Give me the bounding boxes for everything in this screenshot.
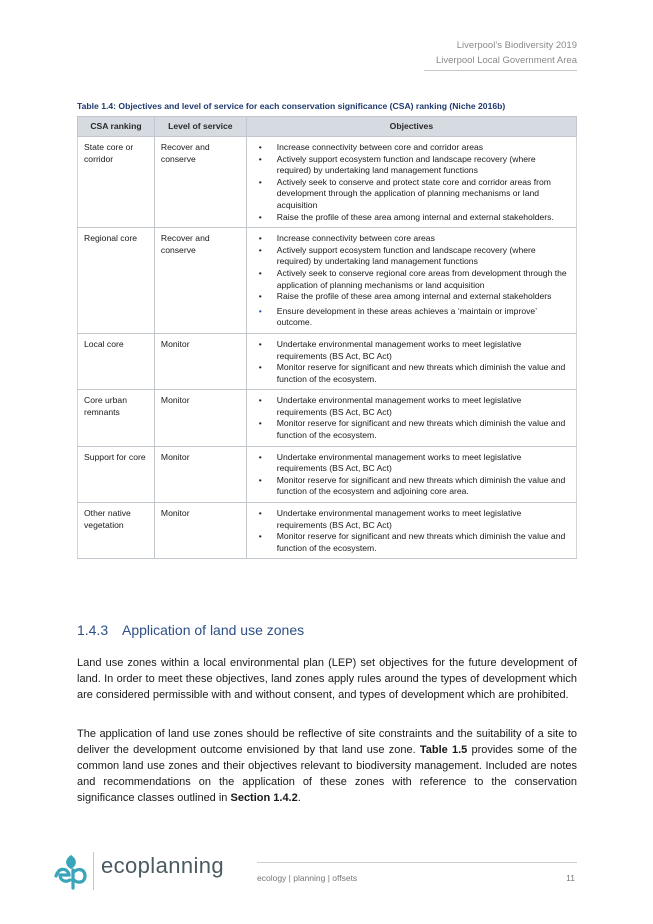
objective-item: • Undertake environmental management works to meet legislative requirements (BS Act, BC Act) (259, 339, 571, 362)
objectives-list (253, 395, 571, 441)
body-paragraph-1: Land use zones within a local environmental plan (LEP) set objectives for the future development of land. In order to meet these objectives, land zones apply rules around the types of development which are considered permissible with and without consent, and types of development which are prohibited. (77, 657, 577, 701)
footer-brand: ecoplanning (101, 853, 225, 878)
level-of-service-cell: Monitor (154, 333, 246, 389)
table-row (78, 503, 577, 559)
header-subtitle: Liverpool Local Government Area (436, 55, 577, 66)
section-number: 1.4.3 (77, 622, 109, 638)
objective-item: • Raise the profile of these area among internal and external stakeholders. (259, 212, 571, 224)
level-of-service-cell: Recover and conserve (154, 137, 246, 228)
header-title: Liverpool’s Biodiversity 2019 (456, 40, 577, 51)
paragraph-text: . (297, 792, 301, 804)
objective-item: • Raise the profile of these area among internal and external stakeholders (259, 291, 571, 303)
objectives-table (77, 116, 577, 559)
objective-item: • Actively support ecosystem function and landscape recovery (where required) by undertaking land management functions (259, 154, 571, 177)
csa-ranking-cell: Core urban remnants (78, 390, 155, 446)
objectives-list (253, 339, 571, 385)
csa-ranking-cell: Regional core (78, 228, 155, 334)
objective-item: • Undertake environmental management works to meet legislative requirements (BS Act, BC Act) (259, 452, 571, 475)
level-of-service-cell: Monitor (154, 390, 246, 446)
objectives-cell (246, 390, 576, 446)
header-rule (424, 70, 577, 71)
objective-item: • Monitor reserve for significant and new threats which diminish the value and function of the ecosystem and adjoining core area. (259, 475, 571, 498)
objectives-cell (246, 503, 576, 559)
objective-item: • Actively seek to conserve and protect state core and corridor areas from development through the application of planning mechanisms or land acquisition (259, 177, 571, 212)
column-header-csa-ranking: CSA ranking (78, 117, 155, 137)
body-paragraph-2 (77, 726, 577, 806)
table-reference: Table 1.5 (419, 744, 468, 756)
paragraph-text: provides some of the common land use zones and their objectives relevant to biodiversity management. Included are notes and recommendations on the application of these zones with reference to the conservation significance classes outlined in (77, 744, 577, 804)
column-header-level-of-service: Level of service (154, 117, 246, 137)
objective-item: • Ensure development in these areas achieves a ‘maintain or improve’ outcome. (259, 306, 571, 329)
level-of-service-cell: Recover and conserve (154, 228, 246, 334)
objective-item: • Actively seek to conserve regional core areas from development through the application of planning mechanisms or land acquisition (259, 268, 571, 291)
table-row (78, 228, 577, 334)
objectives-list (253, 508, 571, 554)
objective-item: • Undertake environmental management works to meet legislative requirements (BS Act, BC Act) (259, 508, 571, 531)
level-of-service-cell: Monitor (154, 446, 246, 502)
objective-item: • Increase connectivity between core areas (259, 233, 571, 245)
page-number: 11 (566, 873, 575, 883)
paragraph-text: The application of land use zones should be reflective of site constraints and the suitability of a site to deliver the development outcome envisioned by that land use zone. (77, 728, 577, 756)
objective-item: • Monitor reserve for significant and new threats which diminish the value and function of the ecosystem. (259, 531, 571, 554)
table-row (78, 137, 577, 228)
footer-tagline: ecology | planning | offsets (257, 873, 358, 883)
table-caption: Table 1.4: Objectives and level of service for each conservation significance (CSA) ranking (Niche 2016b) (77, 101, 506, 111)
objectives-cell (246, 137, 576, 228)
section-title: Application of land use zones (122, 622, 305, 638)
level-of-service-cell: Monitor (154, 503, 246, 559)
objectives-cell (246, 228, 576, 334)
ecoplanning-logo-icon (52, 852, 90, 890)
objectives-list (253, 233, 571, 329)
csa-ranking-cell: Other native vegetation (78, 503, 155, 559)
csa-ranking-cell: State core or corridor (78, 137, 155, 228)
table-row (78, 333, 577, 389)
objective-item: • Monitor reserve for significant and new threats which diminish the value and function of the ecosystem. (259, 418, 571, 441)
footer-rule (257, 862, 577, 863)
table-row (78, 390, 577, 446)
objectives-list (253, 142, 571, 223)
csa-ranking-cell: Support for core (78, 446, 155, 502)
table-row (78, 446, 577, 502)
objective-item: • Undertake environmental management works to meet legislative requirements (BS Act, BC Act) (259, 395, 571, 418)
objectives-list (253, 452, 571, 498)
objective-item: • Increase connectivity between core and corridor areas (259, 142, 571, 154)
section-reference: Section 1.4.2 (230, 792, 298, 804)
footer-divider (93, 852, 94, 890)
table-header-row (78, 117, 577, 137)
objective-item: • Actively support ecosystem function and landscape recovery (where required) by undertaking land management functions (259, 245, 571, 268)
objective-item: • Monitor reserve for significant and new threats which diminish the value and function of the ecosystem. (259, 362, 571, 385)
objectives-cell (246, 446, 576, 502)
objectives-cell (246, 333, 576, 389)
section-heading (77, 622, 304, 638)
column-header-objectives: Objectives (246, 117, 576, 137)
csa-ranking-cell: Local core (78, 333, 155, 389)
